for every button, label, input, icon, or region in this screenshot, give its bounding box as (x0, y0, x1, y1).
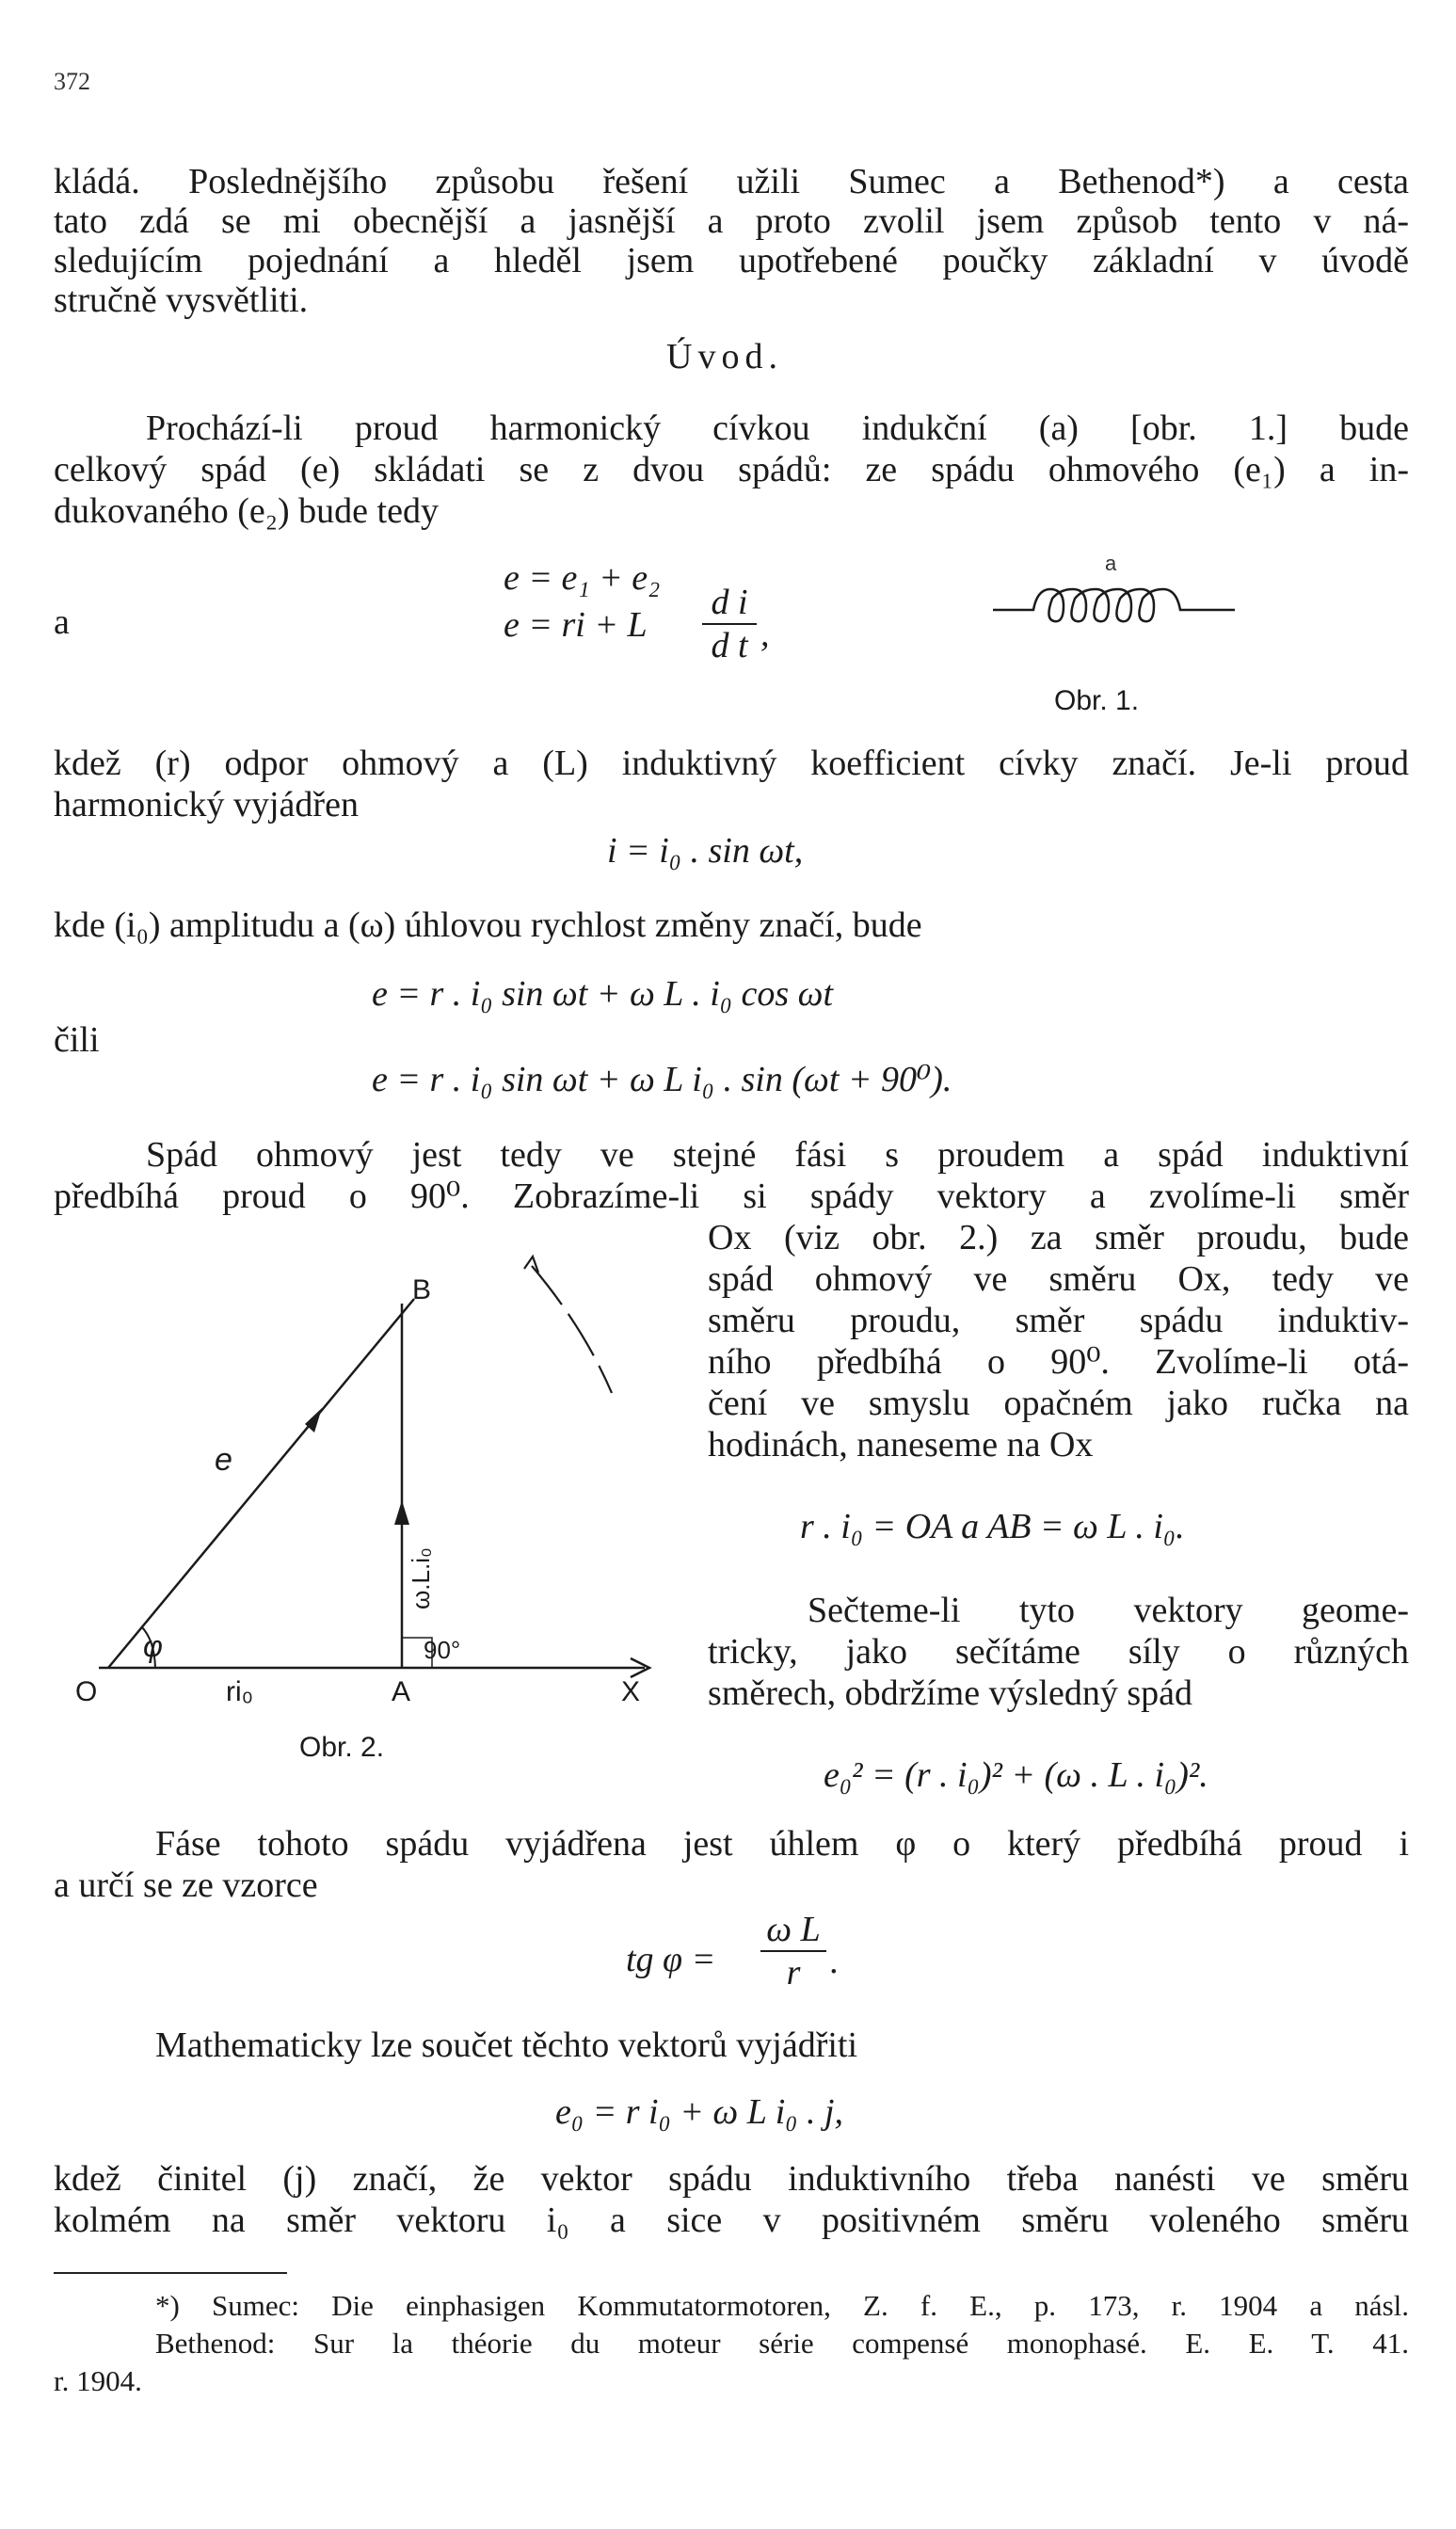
page-number: 372 (54, 68, 90, 95)
label-b: B (412, 1274, 432, 1305)
figure-1-caption: Obr. 1. (1054, 685, 1140, 716)
para1-line-2: celkový spád (e) skládati se z dvou spádů: ze spádu ohmového (e₁) a in- (54, 450, 1409, 489)
intro-line-1: kládá. Poslednějšího způsobu řešení užili Sumec a Bethenod*) a cesta (54, 162, 1409, 201)
resultant-vector-ob (108, 1299, 414, 1668)
equation-4: e = r . i₀ sin ωt + ω L . i₀ cos ωt (372, 974, 834, 1014)
wrap-line-1: Ox (viz obr. 2.) za směr proudu, bude (708, 1218, 1409, 1257)
para7-line-1: kdež činitel (j) značí, že vektor spádu induktivního třeba nanésti ve směru (54, 2159, 1409, 2199)
section-title: Úvod. (666, 337, 783, 376)
equation-3: i = i₀ . sin ωt, (607, 831, 804, 871)
para1-line-3: dukovaného (e₂) bude tedy (54, 491, 439, 531)
footnote-rule (54, 2272, 287, 2274)
equation-8-left: tg φ = (626, 1940, 716, 1979)
rotation-arc (532, 1266, 612, 1393)
wrap-line-4: ního předbíhá o 90⁰. Zvolíme-li otá- (708, 1342, 1409, 1382)
label-o: O (75, 1676, 98, 1707)
label-ri: ri₀ (226, 1676, 254, 1707)
wrap2-line-1: Sečteme-li tyto vektory geome- (808, 1591, 1409, 1630)
label-a: A (392, 1676, 411, 1707)
wrap-line-2: spád ohmový ve směru Ox, tedy ve (708, 1259, 1409, 1299)
equation-8-dot: . (830, 1942, 840, 1981)
wrap2-line-2: tricky, jako sečítáme síly o různých (708, 1632, 1409, 1672)
para2-line-2: harmonický vyjádřen (54, 785, 359, 824)
equation-7: e₀² = (r . i₀)² + (ω . L . i₀)². (824, 1755, 1208, 1795)
intro-line-4: stručně vysvětliti. (54, 280, 309, 320)
equation-8-fraction (760, 1911, 826, 1992)
equation-2-numerator: d i (711, 583, 748, 622)
wrap-line-3: směru proudu, směr spádu induktiv- (708, 1301, 1409, 1340)
inductive-arrow (394, 1500, 409, 1525)
equation-2-left: e = ri + L (504, 605, 648, 645)
equation-2-denominator: d t (711, 626, 748, 665)
figure-1-coil (988, 548, 1242, 651)
para6-line: Mathematicky lze součet těchto vektorů vyjádřiti (155, 2025, 858, 2065)
equation-1: e = e₁ + e₂ (504, 558, 661, 598)
equation-9: e₀ = r i₀ + ω L i₀ . j, (555, 2092, 844, 2132)
label-wli: ω.L.i₀ (407, 1547, 435, 1609)
para4-line-2: předbíhá proud o 90⁰. Zobrazíme-li si spády vektory a zvolíme-li směr (54, 1176, 1409, 1216)
label-90: 90° (424, 1636, 461, 1664)
intro-line-2: tato zdá se mi obecnější a jasnější a proto zvolil jsem způsob tento v ná- (54, 201, 1409, 241)
footnote-line-3: r. 1904. (54, 2364, 142, 2397)
coil-winding (993, 589, 1235, 621)
para7-line-2: kolmém na směr vektoru i₀ a sice v positivném směru voleného směru (54, 2201, 1409, 2240)
footnote-line-1: *) Sumec: Die einphasigen Kommutatormotoren, Z. f. E., p. 173, r. 1904 a násl. (155, 2289, 1409, 2322)
figure-2-caption: Obr. 2. (299, 1732, 385, 1763)
equation-8-denominator: r (786, 1953, 801, 1993)
wrap-line-6: hodinách, naneseme na Ox (708, 1425, 1094, 1465)
para1-line-1: Prochází-li proud harmonický cívkou indukční (a) [obr. 1.] bude (146, 408, 1409, 448)
intro-line-3: sledujícím pojednání a hleděl jsem upotřebené poučky základní v úvodě (54, 241, 1409, 280)
equation-6: r . i₀ = OA a AB = ω L . i₀. (800, 1507, 1185, 1546)
wrap2-line-3: směrech, obdržíme výsledný spád (708, 1673, 1192, 1713)
para5-line-2: a určí se ze vzorce (54, 1865, 318, 1905)
equation-5: e = r . i₀ sin ωt + ω L i₀ . sin (ωt + 90⁰). (372, 1060, 952, 1099)
equation-2-fraction (702, 584, 757, 664)
para2-line-1: kdež (r) odpor ohmový a (L) induktivný koefficient cívky značí. Je-li proud (54, 744, 1409, 783)
label-x: X (621, 1676, 641, 1707)
wrap-line-5: čení ve smyslu opačném jako ručka na (708, 1384, 1409, 1423)
equation-2-label: a (54, 602, 70, 642)
fraction-bar (702, 623, 757, 625)
footnote-line-2: Bethenod: Sur la théorie du moteur série compensé monophasé. E. E. T. 41. (155, 2327, 1409, 2360)
equation-2-comma: , (760, 615, 770, 654)
label-phi: φ (143, 1629, 163, 1663)
equation-8-numerator: ω L (766, 1910, 821, 1949)
figure-1-label: a (1105, 552, 1117, 575)
fraction-bar (760, 1950, 826, 1952)
figure-2-vector-diagram (56, 1214, 715, 1741)
para4-line-1: Spád ohmový jest tedy ve stejné fási s proudem a spád induktivní (146, 1135, 1409, 1175)
cili-word: čili (54, 1020, 100, 1060)
para5-line-1: Fáse tohoto spádu vyjádřena jest úhlem φ o který předbíhá proud i (155, 1824, 1409, 1864)
label-e: e (215, 1442, 232, 1478)
para3-line: kde (i₀) amplitudu a (ω) úhlovou rychlost změny značí, bude (54, 905, 922, 945)
